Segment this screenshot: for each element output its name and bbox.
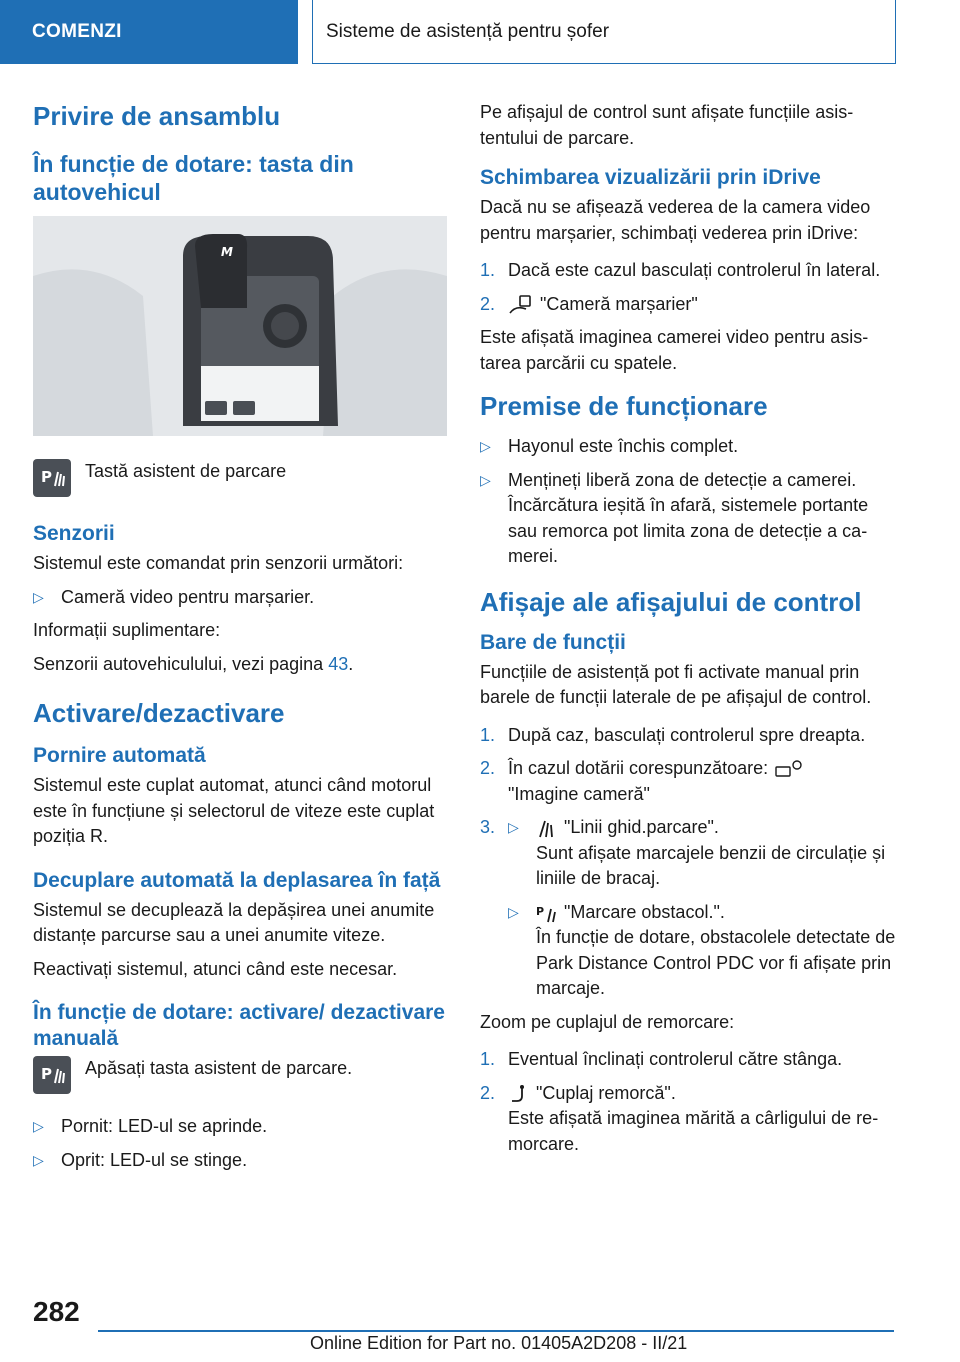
sensors-reference	[33, 652, 447, 678]
camera-settings-icon	[774, 759, 804, 779]
manual-list	[33, 1114, 447, 1173]
heading-auto-off: Decuplare automată la deplasarea în față	[33, 868, 441, 892]
intro-text: Pe afișajul de control sunt afișate funcțiile asistentului de parcare.	[480, 102, 854, 148]
park-assist-icon	[33, 459, 71, 497]
more-info-label: Informații suplimentare:	[33, 620, 221, 640]
edition-text: Online Edition for Part no. 01405A2D208 - II/21	[310, 1333, 688, 1353]
svg-text:P: P	[41, 468, 52, 486]
park-assist-icon	[33, 1056, 71, 1094]
step-number: 3.	[480, 817, 496, 837]
step-text: "Linii ghid.parcare".	[564, 817, 719, 837]
svg-text:P: P	[536, 904, 545, 918]
button-caption-row	[33, 459, 447, 497]
step-text: Dacă este cazul basculați controlerul în lateral.	[508, 260, 881, 280]
list-item-text: Pornit: LED-ul se aprinde.	[61, 1116, 268, 1136]
step-number: 2.	[480, 293, 496, 314]
list-item	[33, 1114, 447, 1140]
bullet-marker: ▷	[508, 819, 519, 835]
trailer-hitch-icon	[508, 1084, 530, 1104]
heading-display: Afișaje ale afișajului de control	[480, 586, 862, 617]
list-item-text: Mențineți liberă zona de detecție a camerei. Încărcătura ieșită în afară, sistemele portante sau remorca pot limita zona de detecție a camerei.	[508, 469, 869, 566]
heading-idrive: Schimbarea vizualizării prin iDrive	[480, 166, 821, 189]
list-item-text: Cameră video pentru marșarier.	[61, 586, 315, 607]
step-number: 2.	[480, 758, 496, 778]
right-column	[480, 100, 896, 1165]
reactivate-text: Reactivați sistemul, atunci când este necesar.	[33, 958, 398, 979]
bullet-marker: ▷	[33, 1151, 44, 1168]
bars-text: Funcțiile de asistență pot fi activate manual prin barele de funcții laterale de pe afișajul de control.	[480, 661, 872, 707]
sensors-list	[33, 585, 447, 611]
section-label: COMENZI	[32, 21, 122, 42]
list-item	[480, 292, 896, 318]
step-number: 1.	[480, 724, 496, 745]
left-column	[33, 100, 447, 1181]
auto-on-text: Sistemul este cuplat automat, atunci când motorul este în funcțiune și selectorul de viteze este cuplat poziția R.	[33, 775, 435, 846]
step-text: "Cuplaj remorcă".	[536, 1082, 676, 1103]
step-text-cont: "Imagine cameră"	[508, 783, 650, 804]
list-item	[480, 468, 896, 570]
bullet-marker: ▷	[480, 438, 491, 454]
heading-manual: În funcție de dotare: activare/ dezactivare manuală	[33, 1001, 445, 1050]
zoom-text: Zoom pe cuplajul de remorcare:	[480, 1011, 735, 1032]
list-item	[480, 815, 896, 1002]
heading-button: În funcție de dotare: tasta din autovehicul	[33, 151, 354, 205]
step-number: 1.	[480, 1049, 496, 1069]
step-text: După caz, basculați controlerul spre dreapta.	[508, 724, 866, 745]
idrive-result: Este afișată imaginea camerei video pentru asistarea parcării cu spatele.	[480, 327, 869, 373]
footer-divider	[98, 1330, 894, 1332]
console-photo	[33, 216, 447, 436]
button-caption: Tastă asistent de parcare	[85, 461, 287, 481]
step-text: Eventual înclinați controlerul către stânga.	[508, 1049, 843, 1069]
idrive-steps	[480, 258, 896, 317]
list-item	[480, 756, 896, 807]
heading-overview: Privire de ansamblu	[33, 101, 281, 131]
list-item	[480, 434, 896, 460]
bullet-marker: ▷	[33, 588, 44, 605]
auto-off-text: Sistemul se decuplează la depășirea unei anumite distanțe parcurse sau a unei anumite viteze.	[33, 899, 435, 945]
heading-bars: Bare de funcții	[480, 630, 626, 654]
bars-steps	[480, 723, 896, 1002]
parking-lines-icon	[536, 818, 558, 838]
heading-premises: Premise de funcționare	[480, 391, 768, 421]
manual-text: Apăsați tasta asistent de parcare.	[85, 1058, 353, 1078]
obstacle-marking-icon	[536, 903, 558, 923]
step-text-cont: Sunt afișate marcajele benzii de circulație și liniile de bracaj.	[536, 842, 886, 888]
chapter-title-box	[312, 0, 896, 64]
step-text-cont: Este afișată imaginea mărită a cârligului de remorcare.	[508, 1108, 879, 1154]
step-number: 1.	[480, 260, 496, 280]
heading-auto-on: Pornire automată	[33, 744, 206, 767]
list-item	[33, 1148, 447, 1174]
idrive-text: Dacă nu se afișează vederea de la camera video pentru marșarier, schimbați vederea prin iDrive:	[480, 197, 871, 243]
list-item	[480, 258, 896, 284]
reference-text: Senzorii autovehiculului, vezi pagina	[33, 653, 329, 674]
step-text: "Marcare obstacol.".	[564, 901, 725, 922]
premises-list	[480, 434, 896, 570]
list-item-text: Oprit: LED-ul se stinge.	[61, 1149, 248, 1170]
step-text: În cazul dotării corespunzătoare:	[508, 758, 769, 778]
list-item	[480, 723, 896, 749]
page-number: 282	[33, 1296, 80, 1327]
svg-text:M: M	[221, 245, 233, 259]
zoom-steps	[480, 1047, 896, 1157]
chapter-title: Sisteme de asistență pentru șofer	[326, 20, 610, 42]
step-text: "Cameră marșarier"	[540, 293, 698, 314]
list-item	[480, 1047, 896, 1073]
bullet-marker: ▷	[508, 903, 519, 920]
sensors-text: Sistemul este comandat prin senzorii următori:	[33, 553, 404, 573]
bullet-marker: ▷	[33, 1118, 44, 1134]
svg-text:P: P	[41, 1065, 52, 1083]
step-text-cont: În funcție de dotare, obstacolele detectate de Park Distance Control PDC vor fi afișate prin marcaje.	[536, 927, 896, 998]
heading-sensors: Senzorii	[33, 522, 115, 545]
step-number: 2.	[480, 1082, 496, 1103]
manual-row	[33, 1056, 447, 1094]
list-item-text: Hayonul este închis complet.	[508, 436, 739, 456]
list-item	[33, 585, 447, 611]
bullet-marker: ▷	[480, 471, 491, 488]
page-link[interactable]: 43	[328, 653, 349, 674]
reference-end: .	[348, 653, 354, 674]
rear-camera-icon	[508, 295, 534, 315]
list-item	[480, 1081, 896, 1158]
heading-activation: Activare/dezactivare	[33, 698, 285, 728]
section-tab	[0, 0, 298, 64]
